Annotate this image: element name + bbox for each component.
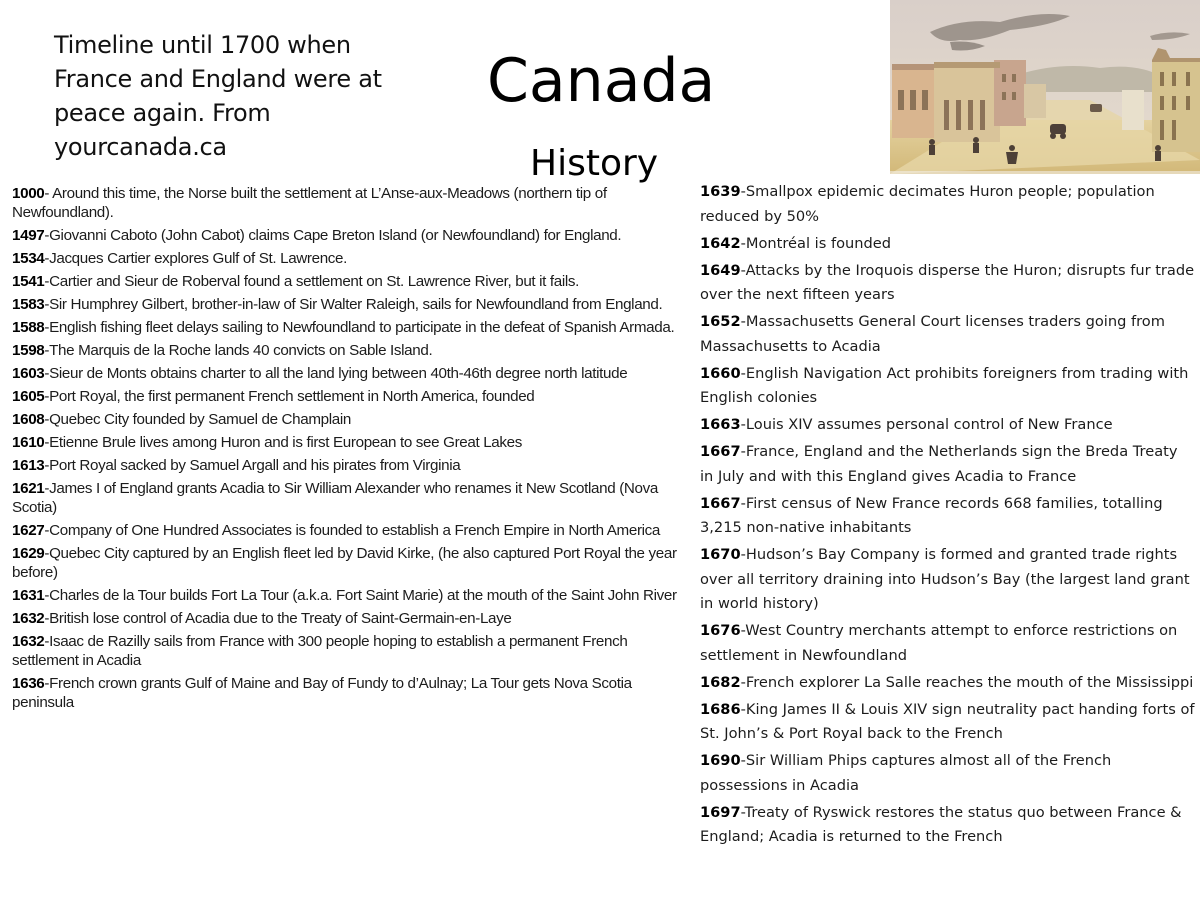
entry-text: -West Country merchants attempt to enforce restrictions on settlement in Newfoundland	[700, 622, 1178, 664]
entry-year: 1667	[700, 494, 741, 512]
entry-year: 1588	[12, 319, 45, 336]
entry-year: 1627	[12, 522, 45, 539]
entry-text: -Hudson’s Bay Company is formed and granted trade rights over all territory draining into Hudson’s Bay (the largest land grant in world history)	[700, 546, 1190, 612]
entry-text: -Montréal is founded	[740, 234, 892, 252]
timeline-entry	[700, 440, 1195, 489]
entry-year: 1663	[700, 416, 741, 433]
entry-text: -James I of England grants Acadia to Sir William Alexander who renames it New Scotland (Nova Scotia)	[12, 480, 658, 516]
entry-text: -English fishing fleet delays sailing to Newfoundland to participate in the defeat of Spanish Armada.	[44, 319, 675, 336]
entry-year: 1583	[12, 296, 45, 313]
entry-year: 1534	[12, 250, 45, 267]
entry-year: 1667	[700, 443, 741, 460]
entry-text: -Cartier and Sieur de Roberval found a settlement on St. Lawrence River, but it fails.	[44, 273, 580, 290]
timeline-entry	[12, 387, 682, 406]
timeline-entry	[12, 364, 682, 383]
entry-text: -Sieur de Monts obtains charter to all the land lying between 40th-46th degree north latitude	[44, 365, 628, 382]
entry-text: -French explorer La Salle reaches the mouth of the Mississippi	[740, 673, 1194, 691]
timeline-entry	[12, 674, 682, 712]
entry-year: 1632	[12, 633, 45, 650]
entry-text: -Etienne Brule lives among Huron and is first European to see Great Lakes	[44, 434, 522, 451]
timeline-entry	[12, 226, 682, 245]
entry-text: -Massachusetts General Court licenses traders going from Massachusetts to Acadia	[700, 313, 1165, 355]
timeline-entry	[12, 341, 682, 360]
timeline-entry	[12, 456, 682, 475]
entry-year: 1686	[700, 700, 741, 718]
timeline-entry	[12, 318, 682, 337]
entry-year: 1639	[700, 183, 741, 200]
intro-text: Timeline until 1700 when France and England were at peace again. From yourcanada.ca	[54, 31, 382, 161]
timeline-entry	[12, 586, 682, 605]
entry-text: -Jacques Cartier explores Gulf of St. Lawrence.	[44, 250, 348, 267]
entry-text: -France, England and the Netherlands sign the Breda Treaty in July and with this England gives Acadia to France	[700, 443, 1178, 485]
timeline-entry	[700, 543, 1195, 617]
entry-text: -Smallpox epidemic decimates Huron people; population reduced by 50%	[700, 183, 1155, 225]
entry-year: 1621	[12, 480, 45, 497]
slide-title: Canada	[487, 46, 716, 116]
timeline-left-column	[12, 184, 682, 716]
entry-year: 1497	[12, 227, 45, 244]
entry-text: -The Marquis de la Roche lands 40 convicts on Sable Island.	[44, 342, 433, 359]
entry-text: -Attacks by the Iroquois disperse the Huron; disrupts fur trade over the next fifteen years	[700, 261, 1195, 303]
timeline-entry	[12, 184, 682, 222]
timeline-entry	[700, 698, 1195, 747]
timeline-entry	[700, 619, 1195, 668]
entry-year: 1682	[700, 673, 741, 691]
entry-text: -Quebec City founded by Samuel de Champlain	[44, 411, 351, 428]
timeline-entry	[12, 249, 682, 268]
timeline-entry	[12, 521, 682, 540]
entry-year: 1670	[700, 546, 741, 563]
timeline-entry	[700, 492, 1195, 541]
timeline-entry	[700, 749, 1195, 798]
timeline-entry	[12, 272, 682, 291]
entry-year: 1690	[700, 752, 741, 769]
entry-year: 1676	[700, 622, 741, 639]
slide-subtitle: History	[530, 143, 659, 184]
entry-text: -Louis XIV assumes personal control of New France	[740, 416, 1113, 433]
entry-text: -Treaty of Ryswick restores the status quo between France & England; Acadia is returned to the French	[700, 803, 1182, 845]
entry-text: -Sir William Phips captures almost all of the French possessions in Acadia	[700, 752, 1112, 794]
entry-year: 1603	[12, 365, 45, 382]
entry-year: 1000	[12, 185, 45, 202]
entry-text: -Company of One Hundred Associates is founded to establish a French Empire in North America	[44, 522, 661, 539]
timeline-entry	[12, 295, 682, 314]
timeline-entry	[12, 544, 682, 582]
timeline-entry	[700, 671, 1195, 696]
entry-text: - Around this time, the Norse built the settlement at L’Anse-aux-Meadows (northern tip of Newfoundland).	[12, 185, 607, 221]
entry-year: 1613	[12, 457, 45, 474]
timeline-right-column	[700, 180, 1195, 852]
entry-text: -English Navigation Act prohibits foreigners from trading with English colonies	[700, 364, 1189, 406]
timeline-entry	[700, 801, 1195, 850]
entry-text: -Sir Humphrey Gilbert, brother-in-law of Sir Walter Raleigh, sails for Newfoundland from England.	[44, 296, 663, 313]
entry-year: 1605	[12, 388, 45, 405]
entry-year: 1697	[700, 803, 741, 821]
entry-year: 1660	[700, 364, 741, 382]
entry-year: 1632	[12, 610, 45, 627]
entry-year: 1642	[700, 234, 741, 252]
timeline-entry	[700, 362, 1195, 411]
timeline-entry	[700, 413, 1195, 438]
entry-text: -First census of New France records 668 families, totalling 3,215 non-native inhabitants	[700, 494, 1163, 536]
entry-text: -Port Royal sacked by Samuel Argall and his pirates from Virginia	[44, 457, 461, 474]
entry-text: -Giovanni Caboto (John Cabot) claims Cape Breton Island (or Newfoundland) for England.	[44, 227, 622, 244]
entry-text: -Charles de la Tour builds Fort La Tour (a.k.a. Fort Saint Marie) at the mouth of the Saint John River	[44, 587, 677, 604]
entry-year: 1631	[12, 587, 45, 604]
timeline-entry	[12, 479, 682, 517]
entry-year: 1636	[12, 675, 45, 692]
entry-text: -Port Royal, the first permanent French settlement in North America, founded	[44, 388, 535, 405]
timeline-entry	[12, 433, 682, 452]
entry-year: 1610	[12, 434, 45, 451]
timeline-entry	[700, 310, 1195, 359]
entry-year: 1649	[700, 261, 741, 279]
entry-text: -French crown grants Gulf of Maine and Bay of Fundy to d’Aulnay; La Tour gets Nova Scotia peninsula	[12, 675, 632, 711]
timeline-entry	[12, 410, 682, 429]
entry-year: 1629	[12, 545, 45, 562]
entry-year: 1541	[12, 273, 45, 290]
timeline-entry	[12, 609, 682, 628]
entry-year: 1652	[700, 313, 741, 330]
entry-year: 1608	[12, 411, 45, 428]
entry-text: -Quebec City captured by an English fleet led by David Kirke, (he also captured Port Royal the year before)	[12, 545, 677, 581]
entry-text: -Isaac de Razilly sails from France with 300 people hoping to establish a permanent French settlement in Acadia	[12, 633, 628, 669]
entry-text: -British lose control of Acadia due to the Treaty of Saint-Germain-en-Laye	[44, 610, 512, 627]
timeline-entry	[12, 632, 682, 670]
timeline-entry	[700, 180, 1195, 229]
painting-image	[890, 0, 1200, 174]
timeline-entry	[700, 232, 1195, 257]
timeline-entry	[700, 259, 1195, 308]
entry-year: 1598	[12, 342, 45, 359]
entry-text: -King James II & Louis XIV sign neutrality pact handing forts of St. John’s & Port Royal back to the French	[700, 700, 1195, 742]
town-street-illustration-icon	[890, 0, 1200, 174]
